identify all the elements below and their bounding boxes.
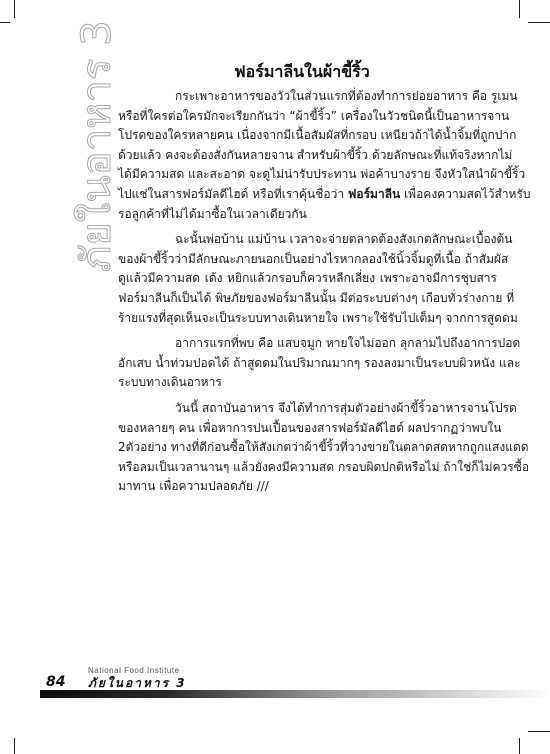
- body-line: โปรดของใครหลายคน เนื่องจากมีเนื้อสัมผัสที่กรอบ เหนียวถ้าได้น้ำจิ้มที่ถูกปาก: [118, 128, 517, 143]
- body-line: ของหลายๆ คน เพื่อหาการปนเปื้อนของสารฟอร์มัลดีไฮด์ ผลปรากฏว่าพบใน: [118, 420, 502, 435]
- crop-mark-top-right: [519, 0, 520, 18]
- paragraph-1: [118, 87, 531, 224]
- body-line: ดูแล้วมีความสด เด้ง หยิกแล้วกรอบก็ควรหลีกเลี่ยง เพราะอาจมีการชุบสาร: [118, 271, 497, 286]
- crop-mark-top-left: [14, 0, 15, 18]
- body-line: กระเพาะอาหารของวัวในส่วนแรกที่ต้องทำการย่อยอาหาร คือ รูเมน: [175, 89, 518, 103]
- crop-mark-top-left-h: [0, 22, 10, 23]
- crop-mark-bottom-left: [14, 738, 15, 754]
- article-title: ฟอร์มาลีนในผ้าขี้ริ้ว: [234, 62, 370, 81]
- emphasis-term: ฟอร์มาลีน: [347, 186, 401, 201]
- body-line: ของผ้าขี้ริ้วว่ามีลักษณะภายนอกเป็นอย่างไรหากลองใช้นิ้วจิ้มดูที่เนื้อ ถ้าสัมผัส: [118, 251, 509, 266]
- body-line: 2ตัวอย่าง ทางที่ดีก่อนซื้อให้สังเกตว่าผ้าขี้ริ้วที่วางขายในตลาดสดหากถูกแสงแดด: [118, 440, 529, 455]
- institute-name: National Food Institute: [88, 666, 180, 675]
- body-line: อักเสบ น้ำท่วมปอดได้ ถ้าสูดดมในปริมาณมากๆ รองลงมาเป็นระบบผิวหนัง และ: [118, 355, 521, 370]
- crop-mark-bottom-right: [519, 738, 520, 754]
- footer-bar: [40, 690, 550, 698]
- article-body: [118, 87, 531, 503]
- page-number: 84: [46, 674, 66, 690]
- paragraph-2: [118, 230, 518, 328]
- body-line: ด้วยแล้ว คงจะต้องสั่งกันหลายจาน สำหรับผ้าขี้ริ้ว ด้วยลักษณะที่แท้จริงหากไม่: [118, 147, 513, 162]
- body-line: หรือที่ใครต่อใครมักจะเรียกกันว่า “ผ้าขี้ริ้ว” เครื่องในวัวชนิดนี้เป็นอาหารจาน: [118, 108, 510, 123]
- paragraph-3: [118, 334, 521, 393]
- body-line: ฟอร์มาลีนก็เป็นได้ พิษภัยของฟอร์มาลีนนั้น มีต่อระบบต่างๆ เกือบทั่วร่างกาย ที่: [118, 290, 515, 305]
- body-line: หรือลมเป็นเวลานานๆ แล้วยังคงมีความสด กรอบผิดปกติหรือไม่ ถ้าใช่ก็ไม่ควรซื้อ: [118, 459, 530, 474]
- body-line: ร้ายแรงที่สุดเห็นจะเป็นระบบทางเดินหายใจ เพราะใช้รับไปเต็มๆ จากการสูดดม: [118, 310, 518, 325]
- side-section-title: ภัยในอาหาร 3: [74, 20, 120, 272]
- body-line: มาทาน เพื่อความปลอดภัย ///: [118, 479, 269, 494]
- body-line-text: ไปแช่ในสารฟอร์มัลดีไฮด์ หรือที่เราคุ้นชื่อว่า: [118, 186, 348, 201]
- body-line: [118, 185, 531, 205]
- body-line-text: เพื่อคงความสดไว้สำหรับ: [400, 186, 531, 201]
- body-line: อาการแรกที่พบ คือ แสบจมูก หายใจไม่ออก ลุกลามไปถึงอาการปอด: [175, 336, 521, 351]
- body-line: ฉะนั้นพ่อบ้าน แม่บ้าน เวลาจะจ่ายตลาดต้องสังเกตลักษณะเบื้องต้น: [175, 232, 513, 247]
- paragraph-4: [118, 399, 530, 497]
- body-line: ระบบทางเดินอาหาร: [118, 375, 222, 390]
- crop-mark-top-right-h: [528, 22, 550, 23]
- magazine-title: ภัยในอาหาร 3: [88, 676, 187, 690]
- body-line: วันนี้ สถาบันอาหาร จึงได้ทำการสุ่มตัวอย่างผ้าขี้ริ้วอาหารจานโปรด: [175, 400, 517, 415]
- crop-mark-bottom-right-h: [528, 731, 550, 732]
- body-line: รอลูกค้าที่ไม่ได้มาซื้อในเวลาเดียวกัน: [118, 206, 307, 221]
- body-line: ได้มีความสด และสะอาด จะดูไม่น่ารับประทาน พ่อค้าบางราย จึงหัวใสนำผ้าขี้ริ้ว: [118, 167, 526, 182]
